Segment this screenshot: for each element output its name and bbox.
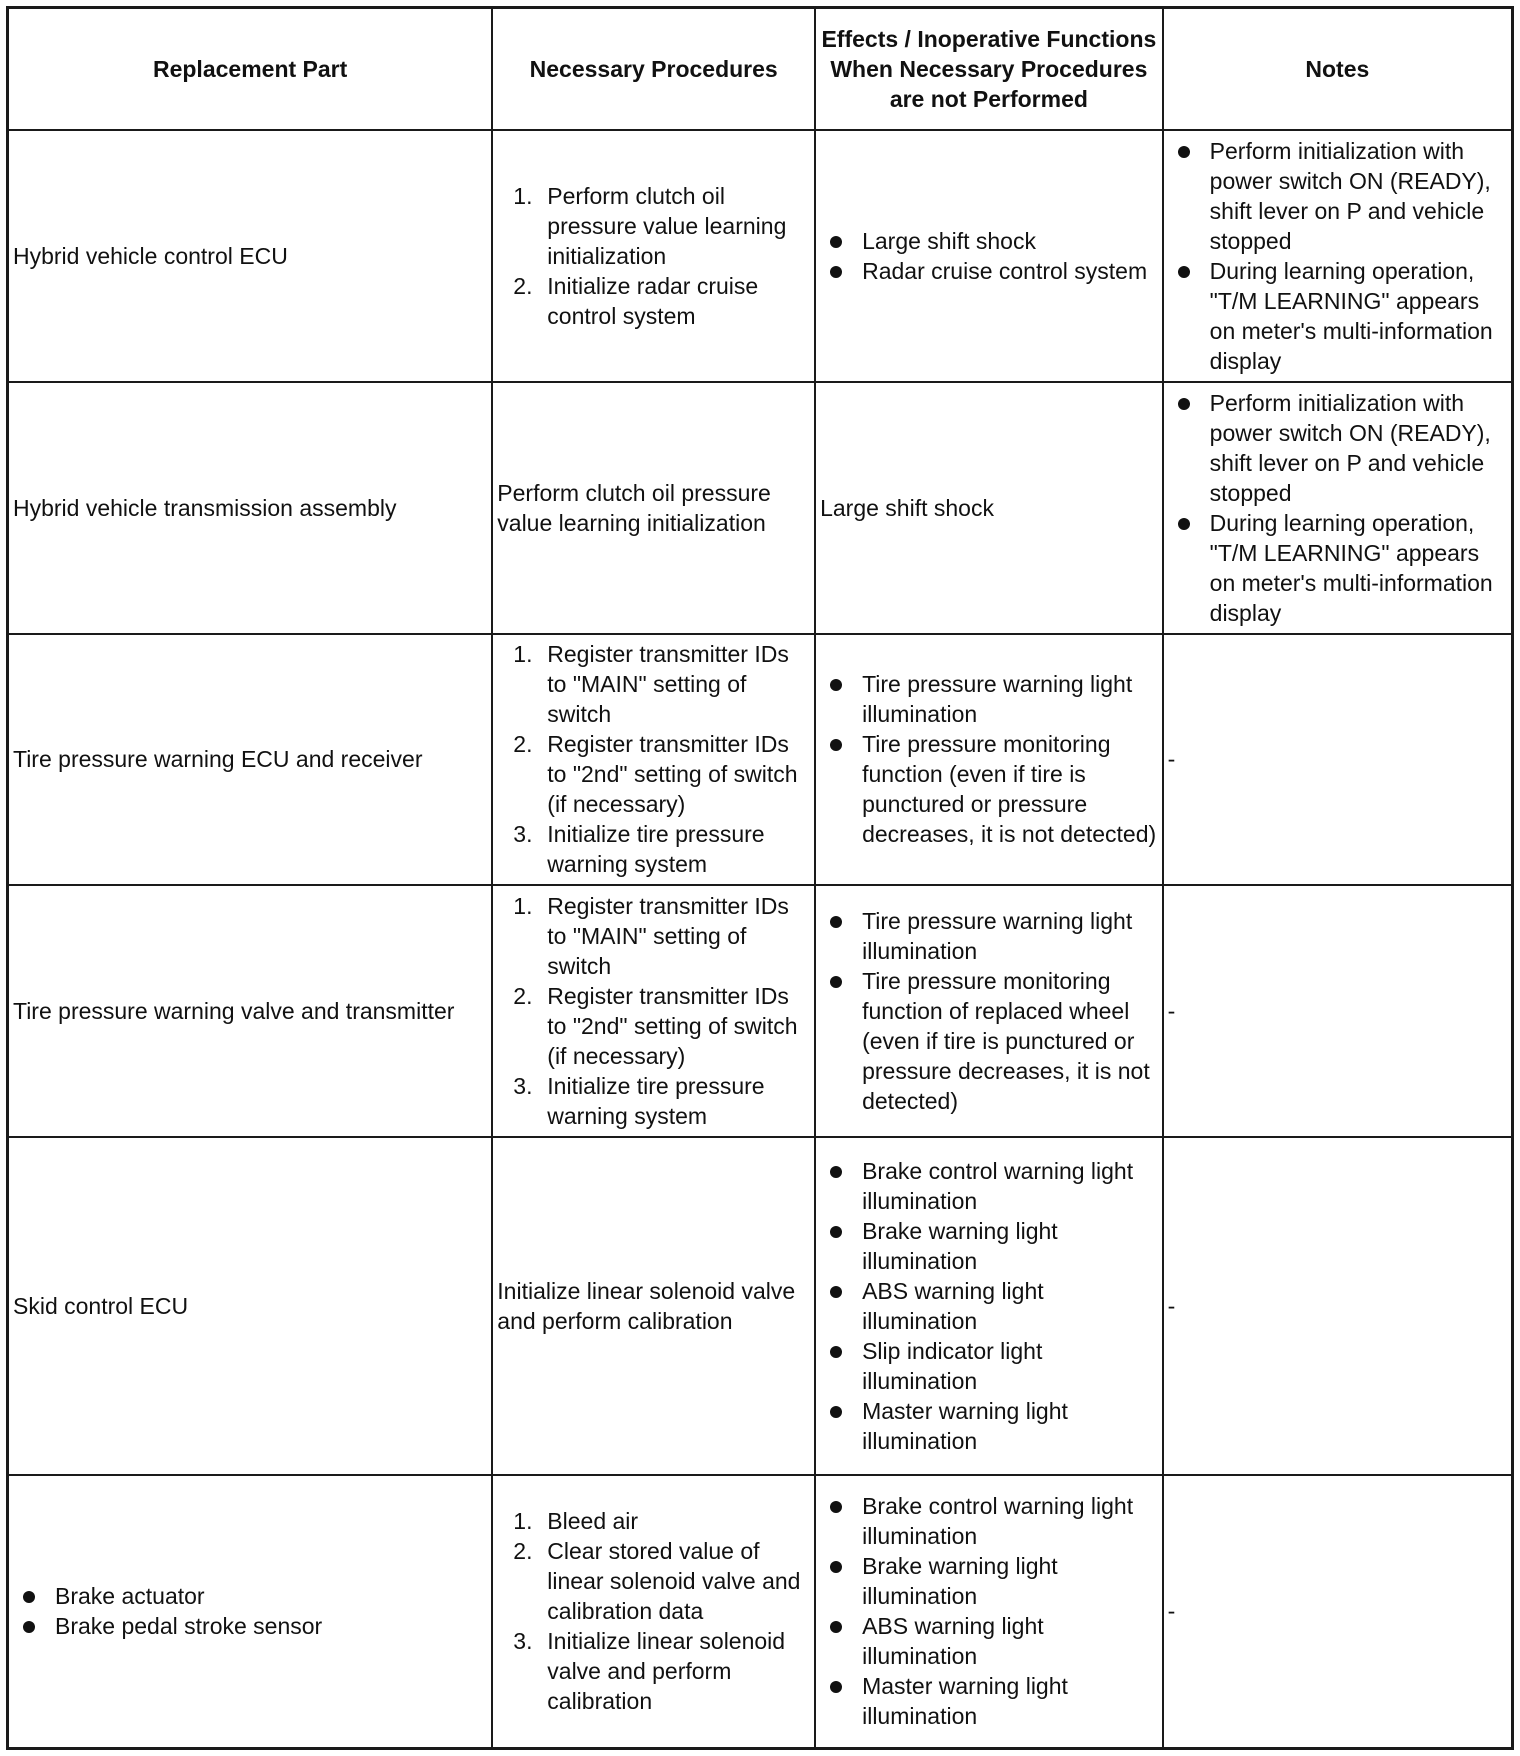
list-item: Tire pressure warning light illumination xyxy=(820,669,1158,729)
replacement-procedures-table xyxy=(6,6,1514,1750)
replacement-part-list xyxy=(13,1581,487,1641)
procedure-list xyxy=(497,181,810,331)
effects-list xyxy=(820,1156,1158,1456)
effects-cell xyxy=(815,1475,1163,1749)
list-item: 1. Perform clutch oil pressure value learning initialization xyxy=(513,183,787,270)
table-row xyxy=(8,634,1513,886)
notes-cell xyxy=(1163,130,1513,382)
list-item: Brake control warning light illumination xyxy=(820,1156,1158,1216)
procedures-cell xyxy=(492,634,815,886)
list-item: 3. Initialize tire pressure warning system xyxy=(513,1073,765,1130)
list-item: 1. Register transmitter IDs to "MAIN" setting of switch xyxy=(513,893,789,980)
procedures-cell: Initialize linear solenoid valve and perform calibration xyxy=(492,1137,815,1475)
list-item: Brake pedal stroke sensor xyxy=(13,1611,487,1641)
effects-list xyxy=(820,906,1158,1116)
notes-list xyxy=(1168,136,1507,376)
list-item: Brake actuator xyxy=(13,1581,487,1611)
list-item: 2. Initialize radar cruise control system xyxy=(513,273,759,330)
notes-list xyxy=(1168,388,1507,628)
list-item: Large shift shock xyxy=(820,226,1158,256)
list-item: 2. Clear stored value of linear solenoid valve and calibration data xyxy=(513,1538,801,1625)
header-replacement-part: Replacement Part xyxy=(8,8,493,131)
list-item: Master warning light illumination xyxy=(820,1671,1158,1731)
procedure-list xyxy=(497,1506,810,1716)
list-item: Tire pressure warning light illumination xyxy=(820,906,1158,966)
header-necessary-procedures: Necessary Procedures xyxy=(492,8,815,131)
list-item: Perform initialization with power switch ON (READY), shift lever on P and vehicle stopped xyxy=(1168,388,1507,508)
table-row xyxy=(8,885,1513,1137)
list-item: ABS warning light illumination xyxy=(820,1611,1158,1671)
procedures-cell: Perform clutch oil pressure value learning initialization xyxy=(492,382,815,634)
list-item: ABS warning light illumination xyxy=(820,1276,1158,1336)
effects-list xyxy=(820,669,1158,849)
list-item: Brake warning light illumination xyxy=(820,1551,1158,1611)
effects-cell xyxy=(815,130,1163,382)
replacement-part-cell: Hybrid vehicle transmission assembly xyxy=(8,382,493,634)
list-item: Brake warning light illumination xyxy=(820,1216,1158,1276)
notes-cell: - xyxy=(1163,634,1513,886)
notes-cell xyxy=(1163,382,1513,634)
list-item: 3. Initialize linear solenoid valve and perform calibration xyxy=(513,1628,786,1715)
list-item: During learning operation, "T/M LEARNING" appears on meter's multi-information display xyxy=(1168,508,1507,628)
list-item: Master warning light illumination xyxy=(820,1396,1158,1456)
notes-cell: - xyxy=(1163,885,1513,1137)
header-notes: Notes xyxy=(1163,8,1513,131)
list-item: Brake control warning light illumination xyxy=(820,1491,1158,1551)
notes-cell: - xyxy=(1163,1475,1513,1749)
list-item: Slip indicator light illumination xyxy=(820,1336,1158,1396)
replacement-part-cell: Tire pressure warning valve and transmitter xyxy=(8,885,493,1137)
list-item: Perform initialization with power switch ON (READY), shift lever on P and vehicle stopped xyxy=(1168,136,1507,256)
procedure-list xyxy=(497,639,810,879)
effects-list xyxy=(820,226,1158,286)
header-row xyxy=(8,8,1513,131)
replacement-part-cell: Hybrid vehicle control ECU xyxy=(8,130,493,382)
effects-cell xyxy=(815,1137,1163,1475)
list-item: 3. Initialize tire pressure warning system xyxy=(513,821,765,878)
effects-cell xyxy=(815,885,1163,1137)
table-row xyxy=(8,382,1513,634)
list-item: Tire pressure monitoring function of replaced wheel (even if tire is punctured or pressure decreases, it is not detected) xyxy=(820,966,1158,1116)
effects-list xyxy=(820,1491,1158,1731)
list-item: 1. Register transmitter IDs to "MAIN" setting of switch xyxy=(513,641,789,728)
list-item: During learning operation, "T/M LEARNING" appears on meter's multi-information display xyxy=(1168,256,1507,376)
effects-cell: Large shift shock xyxy=(815,382,1163,634)
replacement-part-cell: Tire pressure warning ECU and receiver xyxy=(8,634,493,886)
table-row xyxy=(8,130,1513,382)
replacement-part-cell: Skid control ECU xyxy=(8,1137,493,1475)
list-item: 2. Register transmitter IDs to "2nd" setting of switch (if necessary) xyxy=(513,731,798,818)
procedures-cell xyxy=(492,130,815,382)
procedure-list xyxy=(497,891,810,1131)
list-item: 1. Bleed air xyxy=(513,1508,639,1535)
notes-cell: - xyxy=(1163,1137,1513,1475)
list-item: Radar cruise control system xyxy=(820,256,1158,286)
table-row xyxy=(8,1475,1513,1749)
list-item: 2. Register transmitter IDs to "2nd" setting of switch (if necessary) xyxy=(513,983,798,1070)
list-item: Tire pressure monitoring function (even if tire is punctured or pressure decreases, it is not detected) xyxy=(820,729,1158,849)
table-row xyxy=(8,1137,1513,1475)
procedures-cell xyxy=(492,1475,815,1749)
procedures-cell xyxy=(492,885,815,1137)
header-effects: Effects / Inoperative Functions When Necessary Procedures are not Performed xyxy=(815,8,1163,131)
effects-cell xyxy=(815,634,1163,886)
replacement-part-cell xyxy=(8,1475,493,1749)
